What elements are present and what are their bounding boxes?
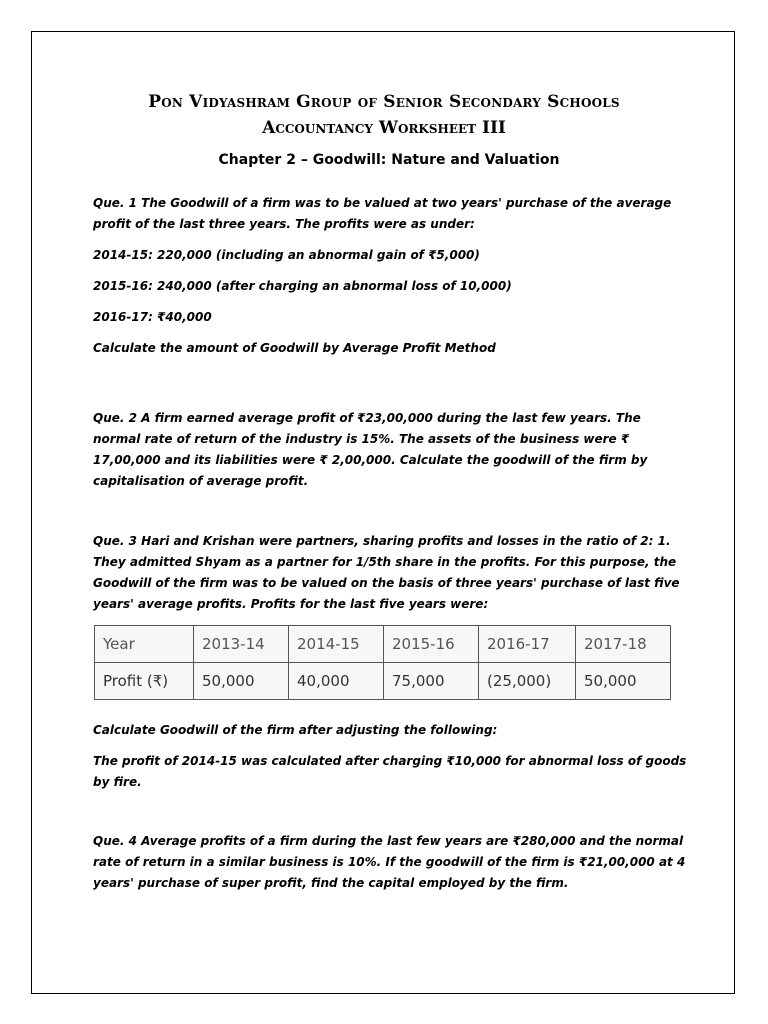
year-header: Year <box>95 626 194 663</box>
year-cell: 2015-16 <box>384 626 479 663</box>
q1-line-2016-17: 2016-17: ₹40,000 <box>93 310 212 324</box>
q1-task: Calculate the amount of Goodwill by Average Profit Method <box>93 341 496 355</box>
profit-cell: (25,000) <box>479 663 576 700</box>
school-title: Pon Vidyashram Group of Senior Secondary Schools <box>148 92 620 112</box>
profit-cell: 75,000 <box>384 663 479 700</box>
profit-table <box>94 625 671 700</box>
q1-line-2015-16: 2015-16: 240,000 (after charging an abnormal loss of 10,000) <box>93 279 512 293</box>
q3-instruction: Calculate Goodwill of the firm after adjusting the following: <box>93 723 498 737</box>
worksheet-content <box>93 193 688 904</box>
year-cell: 2017-18 <box>576 626 671 663</box>
q4-text: Que. 4 Average profits of a firm during the last few years are ₹280,000 and the normal rate of return in a similar business is 10%. If the goodwill of the firm is ₹21,00,000 at 4 years' purchase of super profit, find the capital employed by the firm. <box>93 834 686 890</box>
profit-cell: 50,000 <box>194 663 289 700</box>
q3-adjustment: The profit of 2014-15 was calculated after charging ₹10,000 for abnormal loss of goods by fire. <box>93 754 687 789</box>
chapter-title: Chapter 2 – Goodwill: Nature and Valuation <box>218 152 560 168</box>
year-cell: 2016-17 <box>479 626 576 663</box>
year-cell: 2014-15 <box>289 626 384 663</box>
profit-header: Profit (₹) <box>95 663 194 700</box>
worksheet-title: Accountancy Worksheet III <box>262 118 506 138</box>
table-row-year <box>95 626 671 663</box>
table-row-profit <box>95 663 671 700</box>
q2-text: Que. 2 A firm earned average profit of ₹23,00,000 during the last few years. The normal rate of return of the industry is 15%. The assets of the business were ₹ 17,00,000 and its liabilities were ₹ 2,00,000. Calculate the goodwill of the firm by capitalisation of average profit. <box>93 411 648 488</box>
q1-intro: Que. 1 The Goodwill of a firm was to be valued at two years' purchase of the average profit of the last three years. The profits were as under: <box>93 196 672 231</box>
year-cell: 2013-14 <box>194 626 289 663</box>
profit-cell: 40,000 <box>289 663 384 700</box>
q3-intro: Que. 3 Hari and Krishan were partners, sharing profits and losses in the ratio of 2: 1. They admitted Shyam as a partner for 1/5th share in the profits. For this purpose, the Goodwill of the firm was to be valued on the basis of three years' purchase of last five years' average profits. Profits for the last five years were: <box>93 534 680 611</box>
q1-line-2014-15: 2014-15: 220,000 (including an abnormal gain of ₹5,000) <box>93 248 480 262</box>
profit-cell: 50,000 <box>576 663 671 700</box>
